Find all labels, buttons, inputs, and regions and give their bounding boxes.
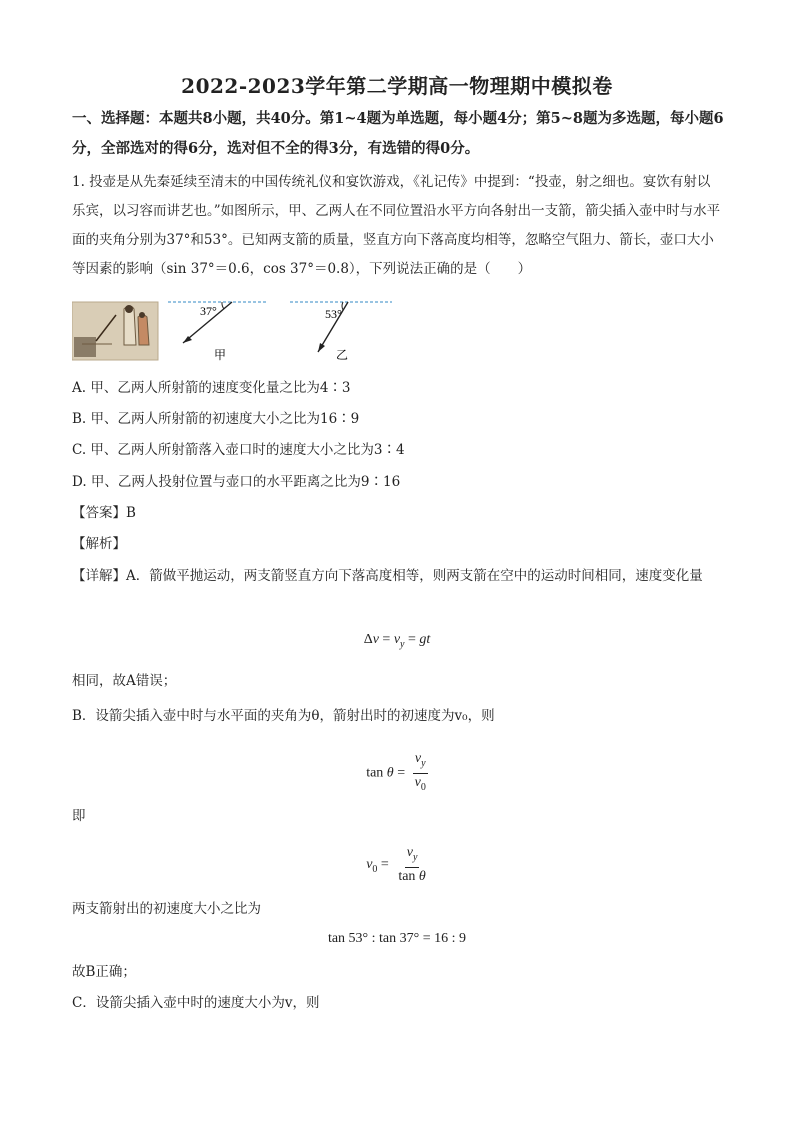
- page-title: 2022-2023学年第二学期高一物理期中模拟卷: [181, 74, 613, 98]
- painting-image: [72, 302, 158, 360]
- detail-ji: 即: [72, 808, 86, 824]
- person-label-a: 甲: [214, 348, 227, 362]
- figure-svg: [72, 297, 402, 365]
- equation-2: tan θ = $\frac{v_y}{v_0}$: [366, 751, 426, 793]
- angle-label-b: 53°: [325, 307, 342, 321]
- detail-b-text: B．设箭尖插入壶中时与水平面的夹角为θ，箭射出时的初速度为v₀，则: [72, 708, 495, 724]
- detail-a-text: 【详解】A．箭做平抛运动，两支箭竖直方向下落高度相等，则两支箭在空中的运动时间相同，速度变化量: [72, 568, 703, 584]
- option-d: D. 甲、乙两人投射位置与壶口的水平距离之比为9∶16: [72, 474, 401, 490]
- option-a: A. 甲、乙两人所射箭的速度变化量之比为4∶3: [72, 380, 351, 396]
- equation-4: tan 53° : tan 37° = 16 : 9: [327, 931, 467, 946]
- arrowhead-b: [318, 343, 325, 352]
- section-header: 一、选择题：本题共8小题，共40分。第1~4题为单选题，每小题4分；第5~8题为多选题，每小题6分，全部选对的得6分，选对但不全的得3分，有选错的得0分。: [72, 110, 724, 157]
- question-stem: 1. 投壶是从先秦延续至清末的中国传统礼仪和宴饮游戏，《礼记传》中提到：“投壶，射之细也。宴饮有射以乐宾，以习容而讲艺也。”如图所示，甲、乙两人在不同位置沿水平方向各射出一支箭，箭尖插入壶中时与水平面的夹角分别为37°和53°。已知两支箭的质量，竖直方向下落高度均相等，忽略空气阻力、箭长，壶口大小等因素的影响（sin 37°＝0.6，cos 37°＝0.8），下列说法正确的是（ ）: [72, 174, 721, 277]
- equation-1: $\Delta v = v_y$ = gt: [363, 632, 431, 650]
- question-figure: [72, 297, 402, 365]
- detail-c-text: C．设箭尖插入壶中时的速度大小为v，则: [72, 995, 320, 1011]
- detail-b-text2: 两支箭射出的初速度大小之比为: [72, 901, 261, 917]
- equation-3: $v_0$ = $\frac{v_y}{\text{tan θ}}$: [366, 845, 426, 884]
- angle-label-a: 37°: [200, 304, 217, 318]
- answer-line: 【答案】B: [72, 505, 136, 521]
- option-b: B. 甲、乙两人所射箭的初速度大小之比为16∶9: [72, 411, 360, 427]
- detail-b-conclusion: 故B正确；: [72, 964, 136, 980]
- person-label-b: 乙: [336, 348, 349, 362]
- option-c: C. 甲、乙两人所射箭落入壶口时的速度大小之比为3∶4: [72, 442, 405, 458]
- detail-a-conclusion: 相同，故A错误；: [72, 673, 177, 689]
- analysis-label: 【解析】: [72, 536, 126, 552]
